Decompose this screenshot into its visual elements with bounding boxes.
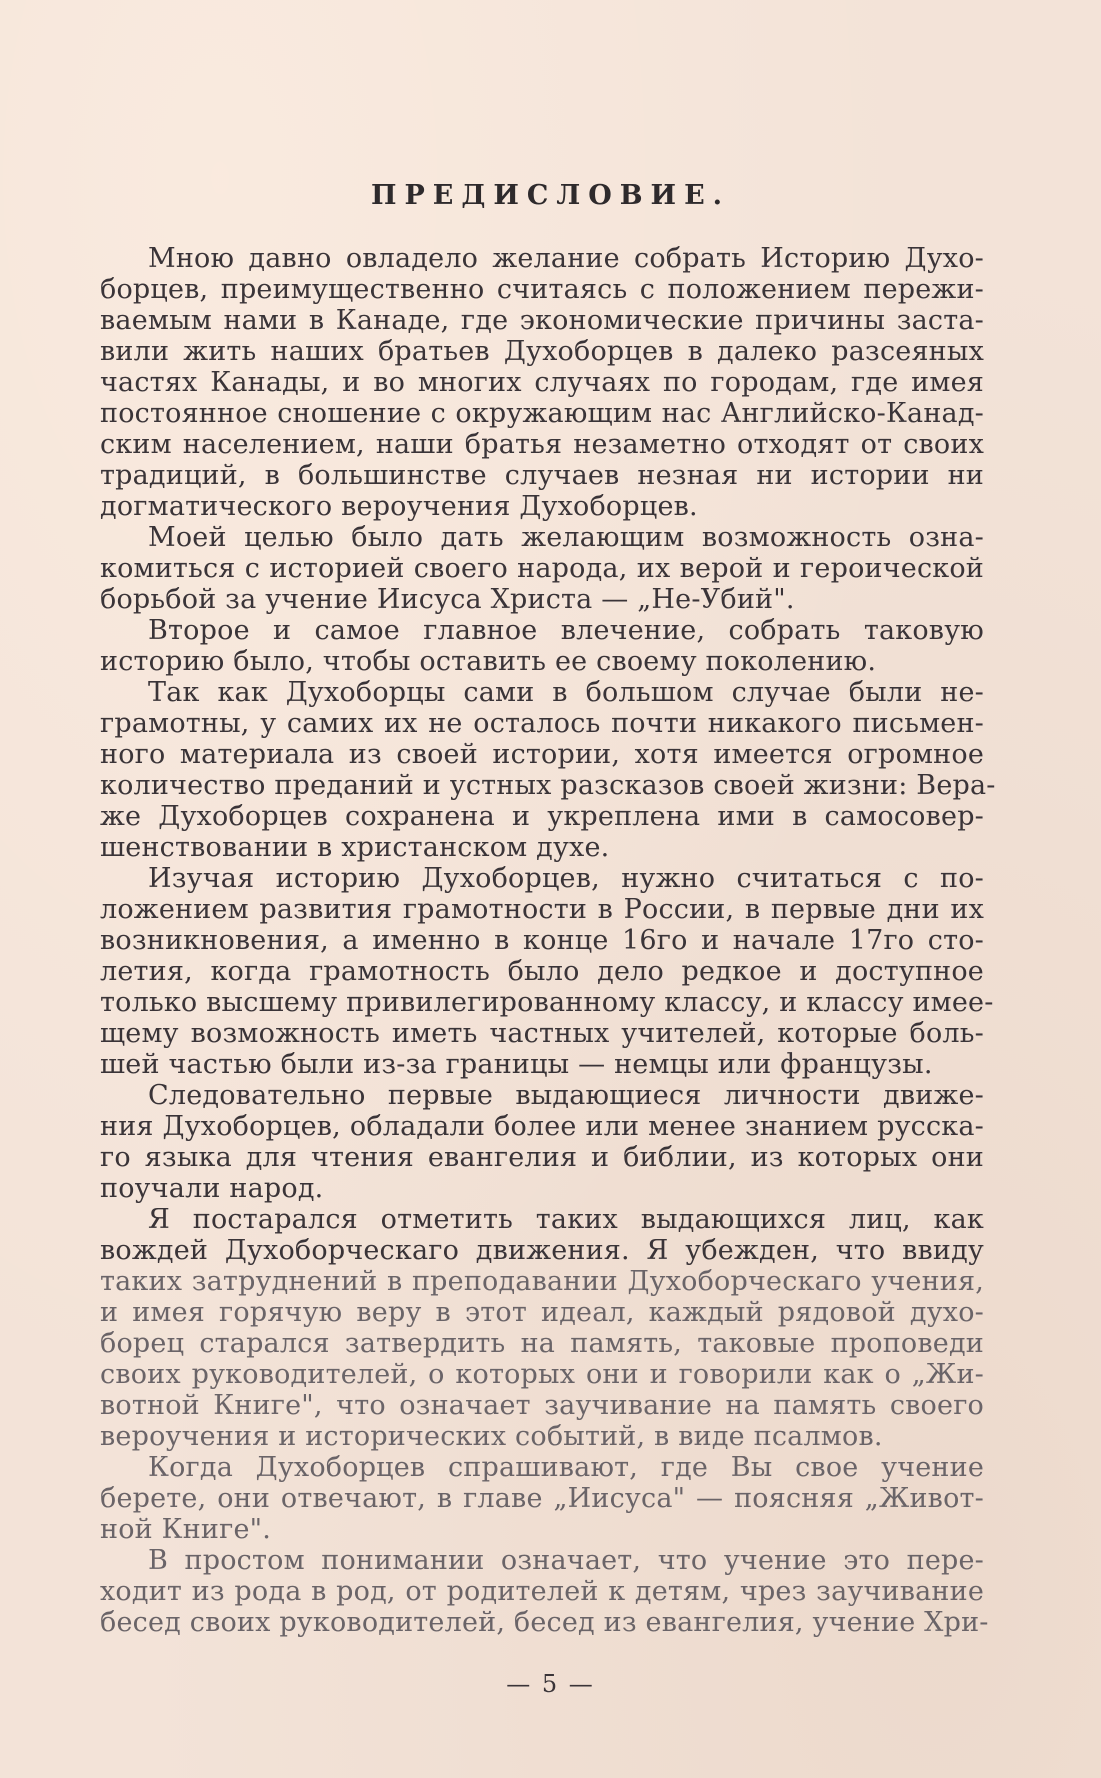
text-line: количество преданий и устных разсказов своей жизни: Вера- xyxy=(100,770,996,801)
text-line: вероучения и исторических событий, в виде псалмов. xyxy=(100,1421,883,1452)
text-line: бесед своих руководителей, бесед из евангелия, учение Хри- xyxy=(100,1607,989,1638)
paragraph xyxy=(100,1204,984,1452)
text-line: только высшему привилегированному классу, и классу имее- xyxy=(100,987,994,1018)
text-line: Мною давно овладело желание собрать Историю Духо- xyxy=(148,243,984,274)
text-line: постоянное сношение с окружающим нас Английско-Канад- xyxy=(100,398,984,429)
text-line: ходит из рода в род, от родителей к детям, чрез заучивание xyxy=(100,1576,984,1607)
text-line: вождей Духоборческаго движения. Я убежден, что ввиду xyxy=(100,1235,984,1266)
page-number: — 5 — xyxy=(506,1670,595,1698)
text-line: щему возможность иметь частных учителей, которые боль- xyxy=(100,1018,984,1049)
text-line: ния Духоборцев, обладали более или менее знанием русска- xyxy=(100,1111,984,1142)
text-line: Следовательно первые выдающиеся личности движе- xyxy=(148,1080,984,1111)
text-line: вили жить наших братьев Духоборцев в далеко разсеяных xyxy=(100,336,984,367)
text-line: ваемым нами в Канаде, где экономические причины заста- xyxy=(100,305,984,336)
paragraph xyxy=(100,677,996,863)
text-line: Когда Духоборцев спрашивают, где Вы свое учение xyxy=(148,1452,984,1483)
text-line: же Духоборцев сохранена и укреплена ими в самосовер- xyxy=(100,801,984,832)
text-line: шенствовании в христанском духе. xyxy=(100,832,610,863)
text-line: Второе и самое главное влечение, собрать таковую xyxy=(148,615,984,646)
text-line: Изучая историю Духоборцев, нужно считаться с по- xyxy=(148,863,984,894)
text-line: Так как Духоборцы сами в большом случае были не- xyxy=(148,677,984,708)
text-line: ским населением, наши братья незаметно отходят от своих xyxy=(100,429,984,460)
text-line: грамотны, у самих их не осталось почти никакого письмен- xyxy=(100,708,984,739)
text-line: шей частью были из-за границы — немцы или французы. xyxy=(100,1049,933,1080)
paragraph xyxy=(100,863,994,1080)
text-line: ной Книге". xyxy=(100,1514,272,1545)
text-line: традиций, в большинстве случаев незная ни истории ни xyxy=(100,460,984,491)
text-line: ного материала из своей истории, хотя имеется огромное xyxy=(100,739,984,770)
text-line: ложением развития грамотности в России, в первые дни их xyxy=(100,894,984,925)
text-line: частях Канады, и во многих случаях по городам, где имея xyxy=(100,367,984,398)
page-title: ПРЕДИСЛОВИЕ. xyxy=(370,180,731,211)
paragraph xyxy=(100,243,984,522)
paragraph xyxy=(100,615,984,677)
text-line: В простом понимании означает, что учение это пере- xyxy=(148,1545,984,1576)
text-line: Я постарался отметить таких выдающихся лиц, как xyxy=(148,1204,984,1235)
text-line: поучали народ. xyxy=(100,1173,324,1204)
text-line: возникновения, а именно в конце 16го и начале 17го сто- xyxy=(100,925,984,956)
paragraph xyxy=(100,1452,984,1545)
body-text xyxy=(100,243,996,1638)
text-line: своих руководителей, о которых они и говорили как о „Жи- xyxy=(100,1359,984,1390)
text-line: борьбой за учение Иисуса Христа — „Не-Убий". xyxy=(100,584,795,615)
text-line: берете, они отвечают, в главе „Иисуса" — поясняя „Живот- xyxy=(100,1483,984,1514)
text-line: борец старался затвердить на память, таковые проповеди xyxy=(100,1328,984,1359)
text-line: летия, когда грамотность было дело редкое и доступное xyxy=(100,956,984,987)
text-line: вотной Книге", что означает заучивание на память своего xyxy=(100,1390,984,1421)
text-line: го языка для чтения евангелия и библии, из которых они xyxy=(100,1142,984,1173)
text-line: борцев, преимущественно считаясь с положением пережи- xyxy=(100,274,984,305)
paragraph xyxy=(100,522,984,615)
text-line: таких затруднений в преподавании Духоборческаго учения, xyxy=(100,1266,984,1297)
text-line: и имея горячую веру в этот идеал, каждый рядовой духо- xyxy=(100,1297,984,1328)
text-line: комиться с историей своего народа, их верой и героической xyxy=(100,553,984,584)
paragraph xyxy=(100,1080,984,1204)
text-line: Моей целью было дать желающим возможность озна- xyxy=(148,522,984,553)
text-line: догматического вероучения Духоборцев. xyxy=(100,491,698,522)
paragraph xyxy=(100,1545,989,1638)
text-line: историю было, чтобы оставить ее своему поколению. xyxy=(100,646,877,677)
